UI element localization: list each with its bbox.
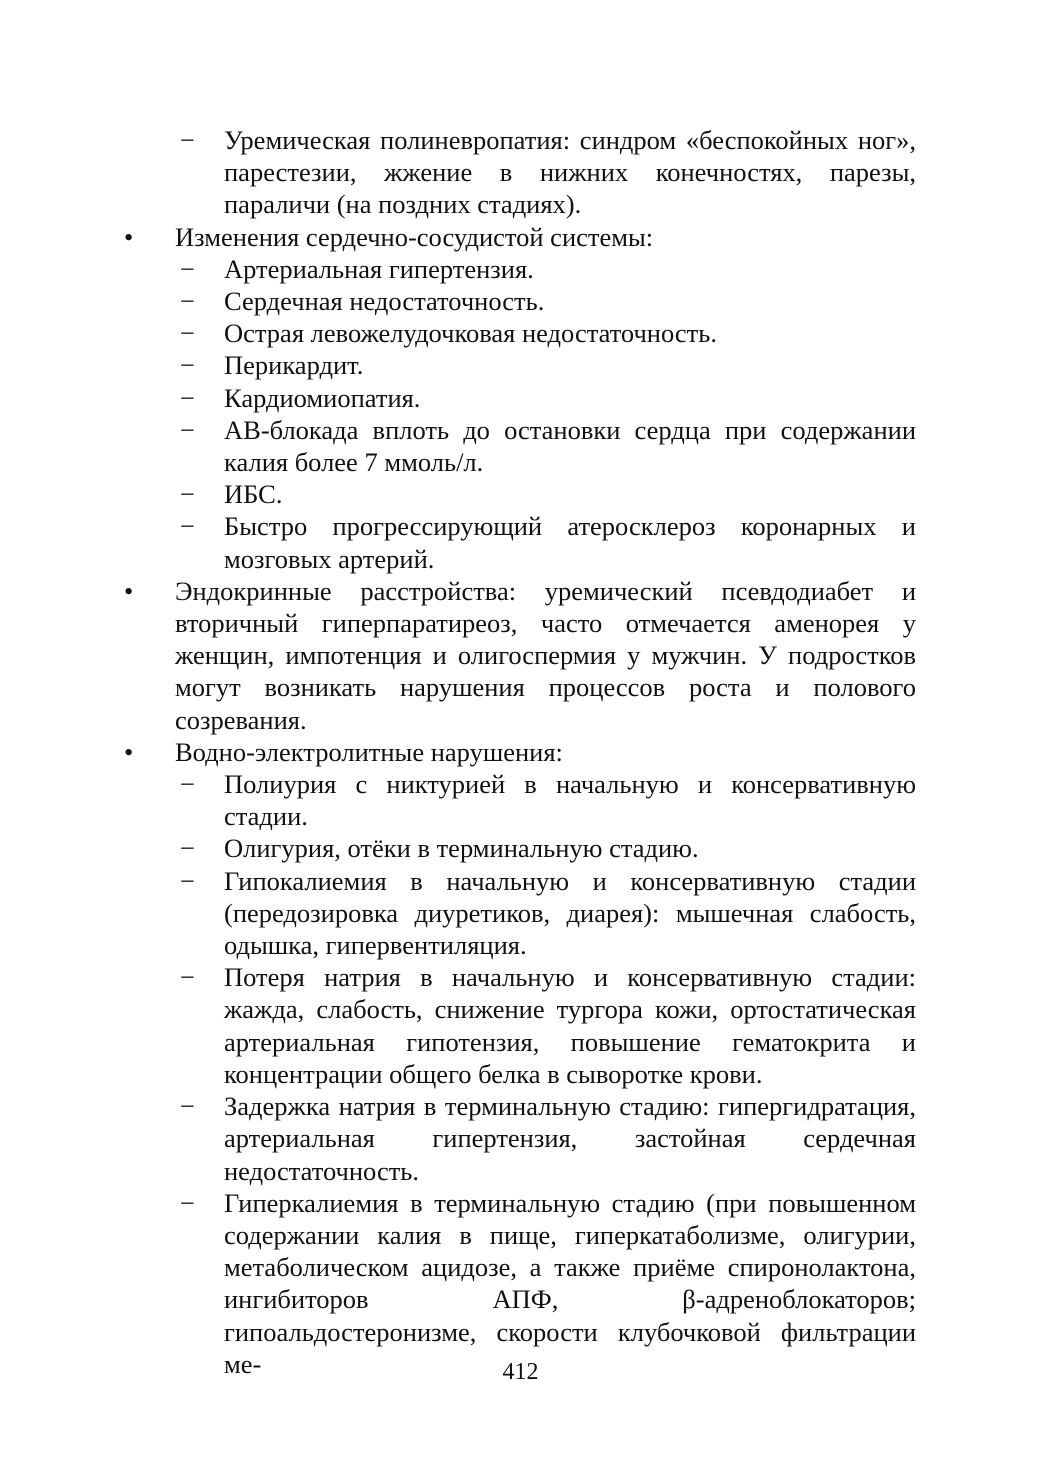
list-item-dash bbox=[124, 961, 916, 1090]
list-item-text: Водно-электролитные нарушения: bbox=[175, 736, 563, 767]
list-item-text: Перикардит. bbox=[224, 350, 364, 381]
list-item-dash bbox=[124, 865, 916, 962]
list-item-dash bbox=[124, 832, 916, 864]
list-item-text: Уремическая полиневропатия: синдром «беспокойных ног», парестезии, жжение в нижних конечностях, парезы, параличи (на поздних стадиях). bbox=[224, 125, 916, 220]
list-item-bullet bbox=[124, 221, 916, 253]
list-item-dash bbox=[124, 317, 916, 349]
list-item-text: ИБС. bbox=[224, 479, 283, 510]
dash-marker: − bbox=[180, 1187, 195, 1218]
list-item-dash bbox=[124, 1187, 916, 1380]
list-item-dash bbox=[124, 382, 916, 414]
dash-marker: − bbox=[180, 382, 195, 413]
list-item-dash bbox=[124, 478, 916, 510]
list-item-dash bbox=[124, 349, 916, 381]
bullet-marker: • bbox=[124, 736, 134, 767]
list-item-text: Кардиомиопатия. bbox=[224, 382, 421, 413]
list-item-text: Задержка натрия в терминальную стадию: гипергидратация, артериальная гипертензия, застойная сердечная недостаточность. bbox=[224, 1091, 916, 1186]
dash-marker: − bbox=[180, 350, 195, 381]
list-item-text: Гипокалиемия в начальную и консервативную стадии (передозировка диуретиков, диарея): мышечная слабость, одышка, гипервентиляция. bbox=[224, 865, 916, 961]
dash-marker: − bbox=[180, 125, 195, 155]
list-item-text: Эндокринные расстройства: уремический псевдодиабет и вторичный гиперпаратиреоз, часто отмечается аменорея у женщин, импотенция и олигоспермия у мужчин. У подростков могут возникать нарушения процессов роста и полового созревания. bbox=[175, 575, 916, 735]
list-item-text: Гиперкалиемия в терминальную стадию (при повышенном содержании калия в пище, гиперкатаболизме, олигурии, метаболическом ацидозе, а также приёме спиронолактона, ингибиторов АПФ, β-адреноблокаторов; гипоальдостеронизме, скорости клубочковой фильтрации ме- bbox=[224, 1187, 916, 1379]
dash-marker: − bbox=[180, 833, 195, 864]
list-item-text: Потеря натрия в начальную и консервативную стадии: жажда, слабость, снижение тургора кожи, ортостатическая артериальная гипотензия, повышение гематокрита и концентрации общего белка в сыворотке крови. bbox=[224, 962, 916, 1089]
list-item-text: Полиурия с никтурией в начальную и консервативную стадии. bbox=[224, 769, 916, 832]
dash-marker: − bbox=[180, 1091, 195, 1122]
dash-marker: − bbox=[180, 253, 195, 284]
list-item-text: Артериальная гипертензия. bbox=[224, 253, 534, 284]
bullet-marker: • bbox=[124, 221, 134, 252]
dash-marker: − bbox=[180, 769, 195, 800]
list-item-text: Олигурия, отёки в терминальную стадию. bbox=[224, 833, 699, 864]
list-item-text: Быстро прогрессирующий атеросклероз коронарных и мозговых артерий. bbox=[224, 511, 916, 574]
page-number: 412 bbox=[502, 1359, 539, 1385]
list-item-bullet bbox=[124, 575, 916, 736]
list-item-text: Изменения сердечно-сосудистой системы: bbox=[175, 221, 654, 252]
list-item-dash bbox=[124, 768, 916, 832]
list-item-dash bbox=[124, 124, 916, 221]
dash-marker: − bbox=[180, 479, 195, 510]
list-item-dash bbox=[124, 1090, 916, 1187]
list-item-text: Сердечная недостаточность. bbox=[224, 286, 545, 317]
list-item-dash bbox=[124, 253, 916, 285]
list-item-text: АВ-блокада вплоть до остановки сердца при содержании калия более 7 ммоль/л. bbox=[224, 414, 916, 478]
dash-marker: − bbox=[180, 414, 195, 445]
list-item-text: Острая левожелудочковая недостаточность. bbox=[224, 318, 717, 349]
list-item-bullet bbox=[124, 736, 916, 768]
dash-marker: − bbox=[180, 318, 195, 349]
list-item-dash bbox=[124, 414, 916, 478]
dash-marker: − bbox=[180, 286, 195, 317]
list-item-dash bbox=[124, 285, 916, 317]
list-item-dash bbox=[124, 510, 916, 574]
bullet-marker: • bbox=[124, 575, 134, 606]
dash-marker: − bbox=[180, 865, 195, 896]
dash-marker: − bbox=[180, 962, 195, 993]
dash-marker: − bbox=[180, 511, 195, 542]
page-body bbox=[124, 124, 916, 1380]
